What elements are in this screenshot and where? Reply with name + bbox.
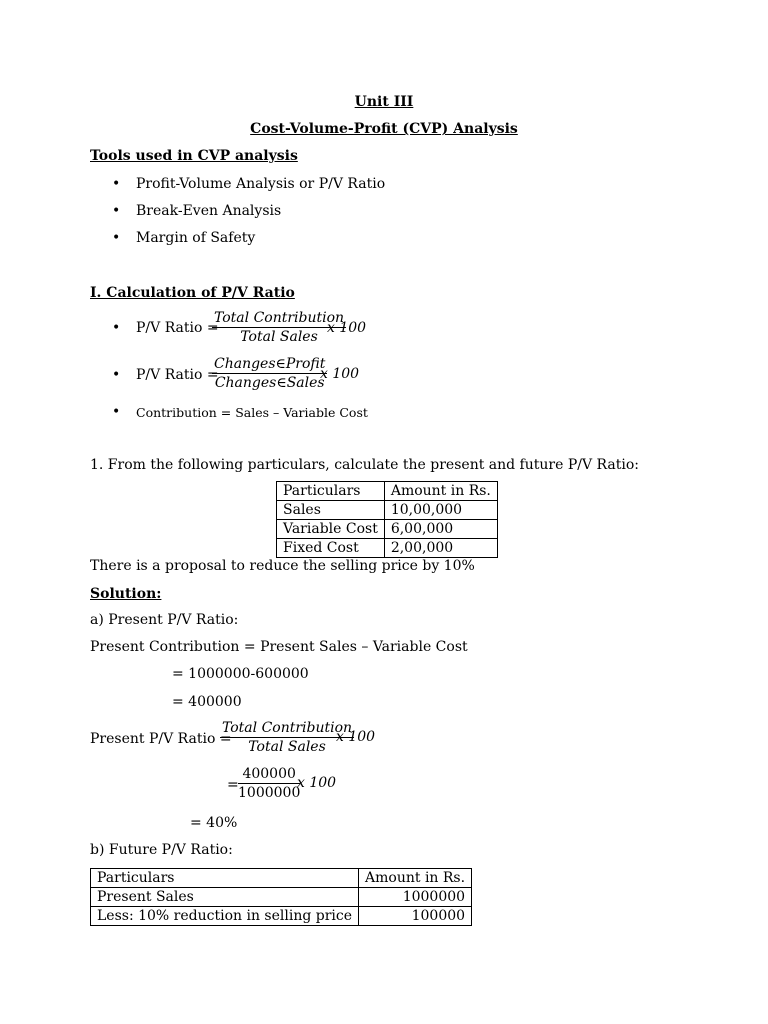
contribution-line: Present Contribution = Present Sales – Variable Cost: [90, 639, 468, 655]
table-cell: Less: 10% reduction in selling price: [91, 907, 359, 926]
table-header-row: [91, 869, 472, 888]
bullet-icon: •: [112, 203, 121, 219]
table-cell: Sales: [277, 501, 385, 520]
table-header-cell: Particulars: [91, 869, 359, 888]
equals-sign: =: [227, 777, 239, 793]
fraction-numerator: Total Contribution: [222, 720, 353, 736]
formula-multiplier: x 100: [297, 775, 337, 791]
table-row: [277, 501, 498, 520]
table-cell: Variable Cost: [277, 520, 385, 539]
part-a-heading: a) Present P/V Ratio:: [90, 612, 239, 628]
future-table: [90, 868, 472, 926]
table-header-cell: Amount in Rs.: [359, 869, 472, 888]
table-cell: 2,00,000: [384, 539, 497, 558]
table-row: [91, 907, 472, 926]
table-header-cell: Particulars: [277, 482, 385, 501]
tools-item: Profit-Volume Analysis or P/V Ratio: [136, 176, 386, 192]
tools-item: Margin of Safety: [136, 230, 256, 246]
calc-fraction: [238, 766, 300, 801]
formula-multiplier: x 100: [336, 729, 376, 745]
proposal-text: There is a proposal to reduce the selling price by 10%: [90, 558, 475, 574]
table-cell: Present Sales: [91, 888, 359, 907]
fraction-denominator: Total Sales: [240, 329, 318, 345]
unit-title: Unit III: [354, 94, 414, 110]
fraction-numerator: Total Contribution: [214, 310, 345, 326]
part-b-heading: b) Future P/V Ratio:: [90, 842, 233, 858]
formula-label: P/V Ratio =: [136, 367, 219, 383]
result-text: = 40%: [190, 815, 238, 831]
formula-multiplier: x 100: [320, 366, 360, 382]
bullet-icon: •: [112, 404, 121, 420]
table-header-row: [277, 482, 498, 501]
table-cell: 1000000: [359, 888, 472, 907]
particulars-table: [276, 481, 498, 558]
table-row: [277, 520, 498, 539]
table-cell: Fixed Cost: [277, 539, 385, 558]
fraction-denominator: Total Sales: [248, 739, 326, 755]
bullet-icon: •: [112, 176, 121, 192]
calc-line: = 1000000-600000: [172, 666, 309, 682]
bullet-icon: •: [112, 367, 121, 383]
formula-label: P/V Ratio =: [136, 320, 219, 336]
tools-heading: Tools used in CVP analysis: [90, 148, 298, 164]
section-heading: I. Calculation of P/V Ratio: [90, 285, 295, 301]
formula-fraction: [212, 356, 327, 391]
bullet-icon: •: [112, 320, 121, 336]
table-cell: 100000: [359, 907, 472, 926]
problem-statement: 1. From the following particulars, calculate the present and future P/V Ratio:: [90, 457, 639, 473]
tools-item: Break-Even Analysis: [136, 203, 282, 219]
fraction-numerator: 400000: [238, 766, 300, 784]
formula-contribution: Contribution = Sales – Variable Cost: [136, 405, 368, 420]
pv-fraction: [220, 720, 354, 755]
solution-heading: Solution:: [90, 586, 162, 602]
calc-line: = 400000: [172, 694, 242, 710]
formula-fraction: [212, 310, 346, 345]
table-header-cell: Amount in Rs.: [384, 482, 497, 501]
fraction-numerator: Changes∈Profit: [214, 356, 326, 372]
table-cell: 6,00,000: [384, 520, 497, 539]
table-row: [91, 888, 472, 907]
table-cell: 10,00,000: [384, 501, 497, 520]
fraction-denominator: Changes∈Sales: [214, 375, 325, 391]
pv-ratio-label: Present P/V Ratio =: [90, 731, 232, 747]
fraction-denominator: 1000000: [238, 785, 301, 801]
page-title: Cost-Volume-Profit (CVP) Analysis: [250, 121, 518, 137]
formula-multiplier: x 100: [327, 320, 367, 336]
bullet-icon: •: [112, 230, 121, 246]
table-row: [277, 539, 498, 558]
